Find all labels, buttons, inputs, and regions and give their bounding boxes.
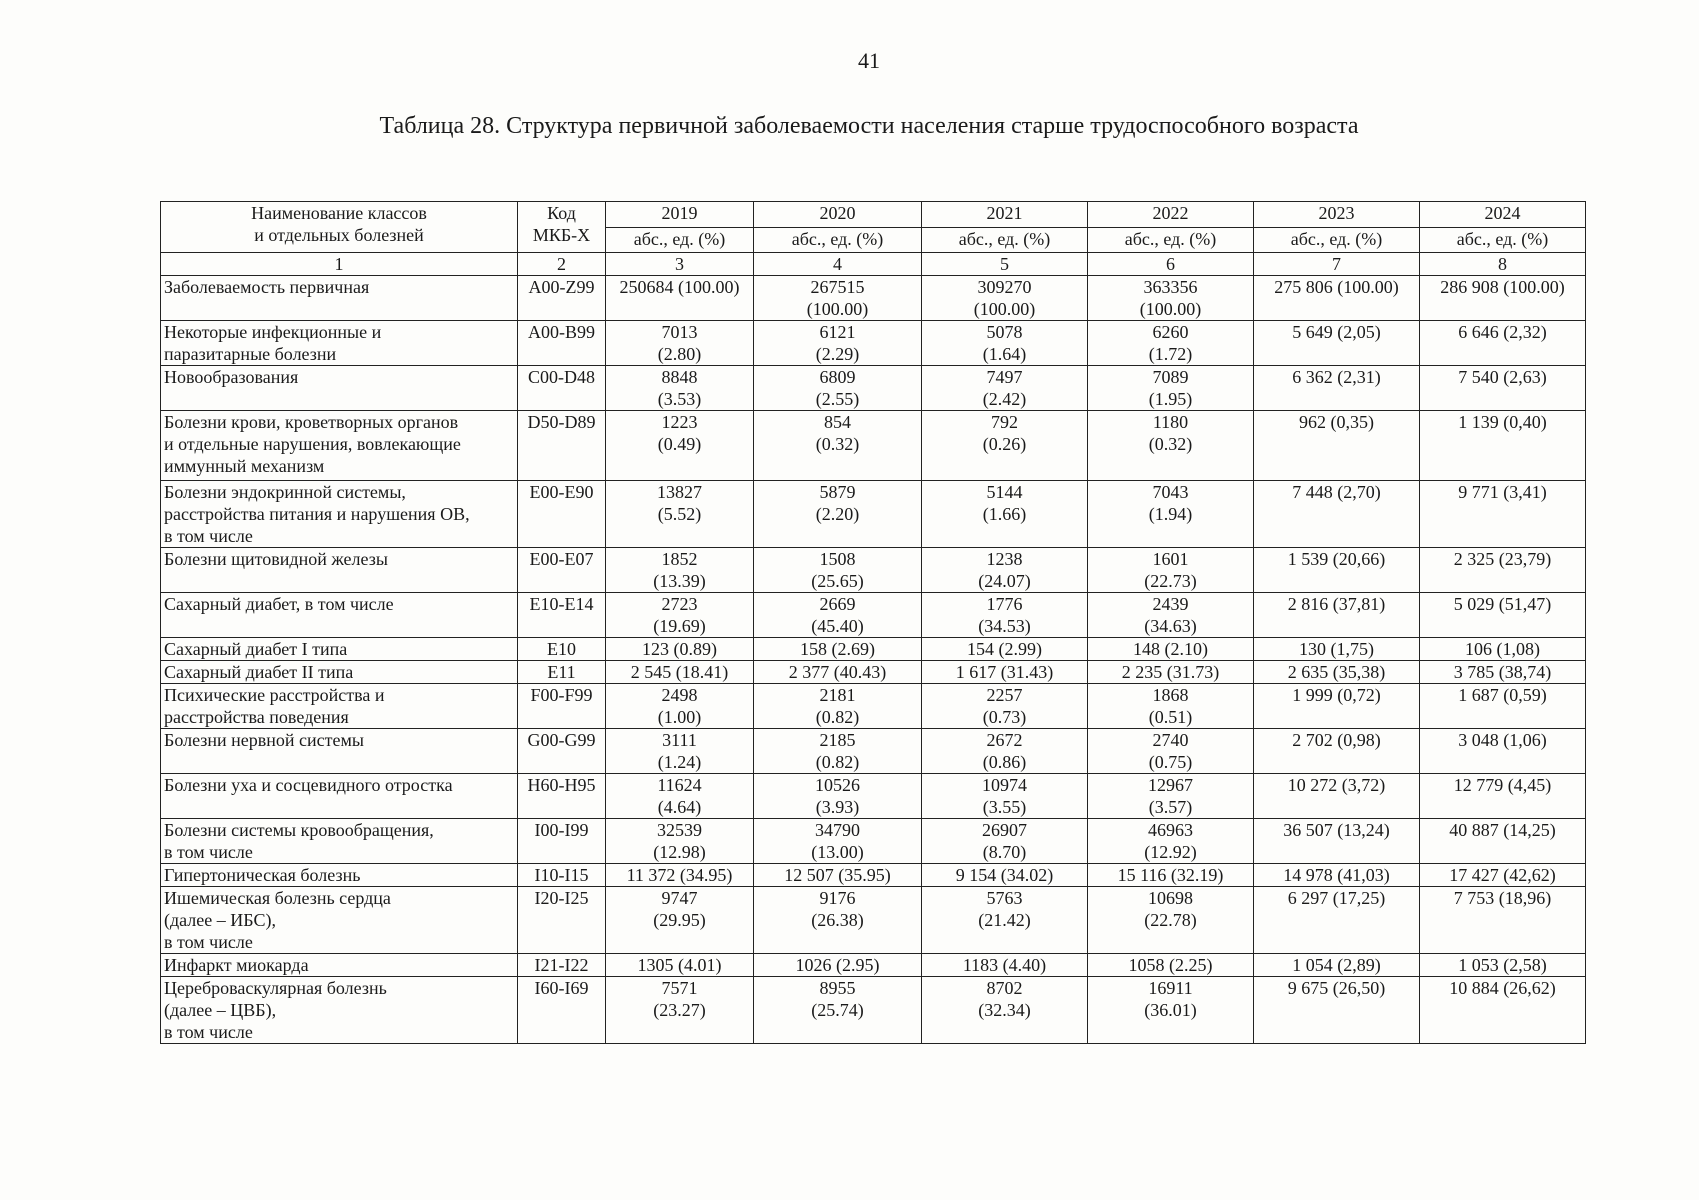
header-unit: абс., ед. (%) — [1088, 227, 1254, 253]
value-cell: 1 139 (0,40) — [1420, 411, 1586, 481]
value-cell: 2669 (45.40) — [754, 593, 922, 638]
table-row — [161, 593, 1586, 638]
value-cell: 10698 (22.78) — [1088, 887, 1254, 954]
value-cell: 8848 (3.53) — [606, 366, 754, 411]
value-cell: 1180 (0.32) — [1088, 411, 1254, 481]
header-unit: абс., ед. (%) — [922, 227, 1088, 253]
table-row — [161, 661, 1586, 684]
value-cell: 1508 (25.65) — [754, 548, 922, 593]
value-cell: 10974 (3.55) — [922, 774, 1088, 819]
table-row — [161, 481, 1586, 548]
value-cell: 11624 (4.64) — [606, 774, 754, 819]
value-cell: 2 325 (23,79) — [1420, 548, 1586, 593]
value-cell: 6809 (2.55) — [754, 366, 922, 411]
value-cell: 1183 (4.40) — [922, 954, 1088, 977]
value-cell: 32539 (12.98) — [606, 819, 754, 864]
value-cell: 6121 (2.29) — [754, 321, 922, 366]
icd-code: I21-I22 — [518, 954, 606, 977]
value-cell: 3111 (1.24) — [606, 729, 754, 774]
value-cell: 1776 (34.53) — [922, 593, 1088, 638]
value-cell: 158 (2.69) — [754, 638, 922, 661]
value-cell: 5 649 (2,05) — [1254, 321, 1420, 366]
value-cell: 12 779 (4,45) — [1420, 774, 1586, 819]
value-cell: 5879 (2.20) — [754, 481, 922, 548]
value-cell: 1305 (4.01) — [606, 954, 754, 977]
value-cell: 2 377 (40.43) — [754, 661, 922, 684]
value-cell: 6 362 (2,31) — [1254, 366, 1420, 411]
value-cell: 2 635 (35,38) — [1254, 661, 1420, 684]
value-cell: 15 116 (32.19) — [1088, 864, 1254, 887]
value-cell: 10 884 (26,62) — [1420, 977, 1586, 1044]
header-row-years — [161, 202, 1586, 228]
value-cell: 2181 (0.82) — [754, 684, 922, 729]
value-cell: 6 297 (17,25) — [1254, 887, 1420, 954]
disease-class-name: Болезни крови, кроветворных органов и отдельные нарушения, вовлекающие иммунный механизм — [161, 411, 518, 481]
value-cell: 7013 (2.80) — [606, 321, 754, 366]
table-row — [161, 548, 1586, 593]
value-cell: 9 154 (34.02) — [922, 864, 1088, 887]
value-cell: 40 887 (14,25) — [1420, 819, 1586, 864]
value-cell: 5144 (1.66) — [922, 481, 1088, 548]
value-cell: 6 646 (2,32) — [1420, 321, 1586, 366]
value-cell: 123 (0.89) — [606, 638, 754, 661]
value-cell: 46963 (12.92) — [1088, 819, 1254, 864]
table-row — [161, 411, 1586, 481]
value-cell: 13827 (5.52) — [606, 481, 754, 548]
disease-class-name: Заболеваемость первичная — [161, 276, 518, 321]
table-row — [161, 954, 1586, 977]
value-cell: 14 978 (41,03) — [1254, 864, 1420, 887]
column-number: 8 — [1420, 253, 1586, 276]
value-cell: 7 448 (2,70) — [1254, 481, 1420, 548]
value-cell: 154 (2.99) — [922, 638, 1088, 661]
header-year: 2023 — [1254, 202, 1420, 228]
value-cell: 275 806 (100.00) — [1254, 276, 1420, 321]
table-row — [161, 887, 1586, 954]
table-row — [161, 638, 1586, 661]
value-cell: 106 (1,08) — [1420, 638, 1586, 661]
icd-code: D50-D89 — [518, 411, 606, 481]
disease-class-name: Сахарный диабет II типа — [161, 661, 518, 684]
table-body — [161, 276, 1586, 1044]
page-number: 41 — [858, 48, 880, 73]
disease-class-name: Некоторые инфекционные и паразитарные болезни — [161, 321, 518, 366]
header-year: 2022 — [1088, 202, 1254, 228]
value-cell: 1223 (0.49) — [606, 411, 754, 481]
icd-code: F00-F99 — [518, 684, 606, 729]
value-cell: 267515 (100.00) — [754, 276, 922, 321]
icd-code: E10 — [518, 638, 606, 661]
value-cell: 11 372 (34.95) — [606, 864, 754, 887]
value-cell: 2 702 (0,98) — [1254, 729, 1420, 774]
disease-class-name: Болезни эндокринной системы, расстройства питания и нарушения ОВ, в том числе — [161, 481, 518, 548]
value-cell: 1 617 (31.43) — [922, 661, 1088, 684]
value-cell: 1868 (0.51) — [1088, 684, 1254, 729]
value-cell: 2 545 (18.41) — [606, 661, 754, 684]
value-cell: 130 (1,75) — [1254, 638, 1420, 661]
icd-code: I00-I99 — [518, 819, 606, 864]
icd-code: E11 — [518, 661, 606, 684]
value-cell: 1058 (2.25) — [1088, 954, 1254, 977]
icd-code: E00-E07 — [518, 548, 606, 593]
icd-code: E10-E14 — [518, 593, 606, 638]
value-cell: 148 (2.10) — [1088, 638, 1254, 661]
value-cell: 7 540 (2,63) — [1420, 366, 1586, 411]
table-row — [161, 864, 1586, 887]
value-cell: 1 054 (2,89) — [1254, 954, 1420, 977]
value-cell: 8955 (25.74) — [754, 977, 922, 1044]
value-cell: 36 507 (13,24) — [1254, 819, 1420, 864]
disease-class-name: Гипертоническая болезнь — [161, 864, 518, 887]
header-unit: абс., ед. (%) — [1254, 227, 1420, 253]
table-row — [161, 977, 1586, 1044]
value-cell: 2498 (1.00) — [606, 684, 754, 729]
value-cell: 309270 (100.00) — [922, 276, 1088, 321]
disease-class-name: Сахарный диабет, в том числе — [161, 593, 518, 638]
column-numbers-row — [161, 253, 1586, 276]
column-number: 1 — [161, 253, 518, 276]
value-cell: 9 675 (26,50) — [1254, 977, 1420, 1044]
value-cell: 1238 (24.07) — [922, 548, 1088, 593]
value-cell: 1 539 (20,66) — [1254, 548, 1420, 593]
disease-class-name: Болезни уха и сосцевидного отростка — [161, 774, 518, 819]
value-cell: 6260 (1.72) — [1088, 321, 1254, 366]
value-cell: 3 785 (38,74) — [1420, 661, 1586, 684]
table-row — [161, 819, 1586, 864]
value-cell: 1 999 (0,72) — [1254, 684, 1420, 729]
disease-class-name: Цереброваскулярная болезнь (далее – ЦВБ), в том числе — [161, 977, 518, 1044]
value-cell: 2740 (0.75) — [1088, 729, 1254, 774]
value-cell: 9747 (29.95) — [606, 887, 754, 954]
icd-code: I20-I25 — [518, 887, 606, 954]
icd-code: E00-E90 — [518, 481, 606, 548]
icd-code: A00-B99 — [518, 321, 606, 366]
column-number: 3 — [606, 253, 754, 276]
value-cell: 7571 (23.27) — [606, 977, 754, 1044]
value-cell: 12 507 (35.95) — [754, 864, 922, 887]
value-cell: 7 753 (18,96) — [1420, 887, 1586, 954]
value-cell: 16911 (36.01) — [1088, 977, 1254, 1044]
value-cell: 2 235 (31.73) — [1088, 661, 1254, 684]
icd-code: I10-I15 — [518, 864, 606, 887]
value-cell: 7497 (2.42) — [922, 366, 1088, 411]
disease-class-name: Инфаркт миокарда — [161, 954, 518, 977]
value-cell: 1 053 (2,58) — [1420, 954, 1586, 977]
value-cell: 7043 (1.94) — [1088, 481, 1254, 548]
column-number: 7 — [1254, 253, 1420, 276]
table-title: Таблица 28. Структура первичной заболеваемости населения старше трудоспособного возраста — [379, 113, 1359, 139]
header-unit: абс., ед. (%) — [754, 227, 922, 253]
value-cell: 8702 (32.34) — [922, 977, 1088, 1044]
icd-code: H60-H95 — [518, 774, 606, 819]
value-cell: 1852 (13.39) — [606, 548, 754, 593]
value-cell: 17 427 (42,62) — [1420, 864, 1586, 887]
column-number: 6 — [1088, 253, 1254, 276]
value-cell: 250684 (100.00) — [606, 276, 754, 321]
disease-class-name: Болезни системы кровообращения, в том числе — [161, 819, 518, 864]
value-cell: 9176 (26.38) — [754, 887, 922, 954]
value-cell: 286 908 (100.00) — [1420, 276, 1586, 321]
disease-class-name: Новообразования — [161, 366, 518, 411]
morbidity-table — [160, 201, 1586, 1044]
table-row — [161, 684, 1586, 729]
value-cell: 3 048 (1,06) — [1420, 729, 1586, 774]
value-cell: 1 687 (0,59) — [1420, 684, 1586, 729]
value-cell: 5 029 (51,47) — [1420, 593, 1586, 638]
header-year: 2020 — [754, 202, 922, 228]
table-row — [161, 366, 1586, 411]
value-cell: 7089 (1.95) — [1088, 366, 1254, 411]
header-year: 2024 — [1420, 202, 1586, 228]
table-row — [161, 729, 1586, 774]
header-unit: абс., ед. (%) — [606, 227, 754, 253]
header-year: 2021 — [922, 202, 1088, 228]
disease-class-name: Ишемическая болезнь сердца (далее – ИБС), в том числе — [161, 887, 518, 954]
value-cell: 962 (0,35) — [1254, 411, 1420, 481]
value-cell: 2672 (0.86) — [922, 729, 1088, 774]
header-year: 2019 — [606, 202, 754, 228]
icd-code: C00-D48 — [518, 366, 606, 411]
disease-class-name: Сахарный диабет I типа — [161, 638, 518, 661]
value-cell: 2185 (0.82) — [754, 729, 922, 774]
value-cell: 26907 (8.70) — [922, 819, 1088, 864]
header-name-col: Наименование классов и отдельных болезней — [161, 202, 518, 253]
table-row — [161, 774, 1586, 819]
value-cell: 34790 (13.00) — [754, 819, 922, 864]
value-cell: 12967 (3.57) — [1088, 774, 1254, 819]
value-cell: 2 816 (37,81) — [1254, 593, 1420, 638]
header-unit: абс., ед. (%) — [1420, 227, 1586, 253]
value-cell: 9 771 (3,41) — [1420, 481, 1586, 548]
column-number: 4 — [754, 253, 922, 276]
value-cell: 1026 (2.95) — [754, 954, 922, 977]
disease-class-name: Болезни нервной системы — [161, 729, 518, 774]
table-row — [161, 276, 1586, 321]
value-cell: 2439 (34.63) — [1088, 593, 1254, 638]
value-cell: 2257 (0.73) — [922, 684, 1088, 729]
value-cell: 1601 (22.73) — [1088, 548, 1254, 593]
disease-class-name: Психические расстройства и расстройства поведения — [161, 684, 518, 729]
value-cell: 363356 (100.00) — [1088, 276, 1254, 321]
value-cell: 2723 (19.69) — [606, 593, 754, 638]
value-cell: 854 (0.32) — [754, 411, 922, 481]
icd-code: I60-I69 — [518, 977, 606, 1044]
value-cell: 792 (0.26) — [922, 411, 1088, 481]
icd-code: A00-Z99 — [518, 276, 606, 321]
value-cell: 10526 (3.93) — [754, 774, 922, 819]
value-cell: 5763 (21.42) — [922, 887, 1088, 954]
column-number: 5 — [922, 253, 1088, 276]
table-row — [161, 321, 1586, 366]
value-cell: 10 272 (3,72) — [1254, 774, 1420, 819]
column-number: 2 — [518, 253, 606, 276]
disease-class-name: Болезни щитовидной железы — [161, 548, 518, 593]
icd-code: G00-G99 — [518, 729, 606, 774]
header-code-col: Код МКБ-Х — [518, 202, 606, 253]
value-cell: 5078 (1.64) — [922, 321, 1088, 366]
